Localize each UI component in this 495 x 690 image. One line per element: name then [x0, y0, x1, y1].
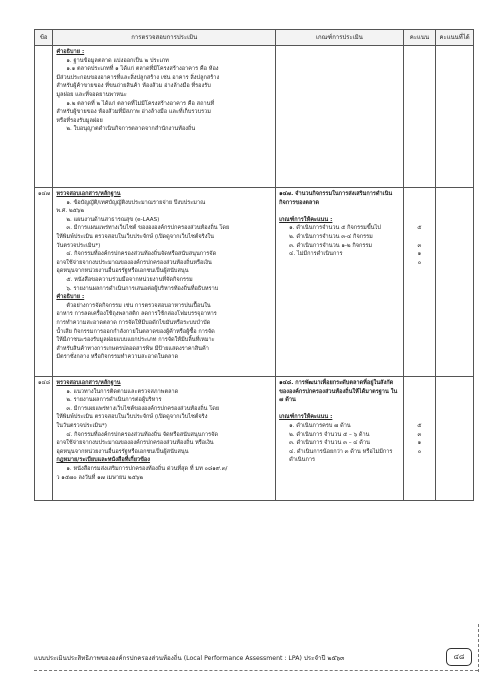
criteria-line: ๑. ดำเนินการครบ ๗ ด้าน — [289, 422, 351, 429]
item-line: ๑. แนวทางในการติดตามและตรวจสภาพตลาด — [66, 388, 179, 395]
item-line: ตัวอย่างการจัดกิจกรรม เช่น การตรวจสอบอาหารปนเปื้อนใน — [66, 302, 211, 309]
item-line: มีส่วนประกอบของอาคารที่และสิ่งปลูกสร้าง เช่น อาคาร สิ่งปลูกสร้าง — [56, 74, 220, 81]
item-line: ๓. มีการแผนแพร่ทางเว็บไซต์ ของององค์กรปกครองส่วนท้องถิ่น โดย — [66, 225, 230, 232]
item-line: อาหาร การลดเครื่องใช้ถุงพลาสติก ลดการใช้กล่องโฟมบรรจุอาหาร — [56, 311, 217, 318]
item-line: ให้พิมพ์ประเมิน ตรวจสอบในเว็บประจักษ์ (เปิดดูจากเว็บไซต์จริง — [56, 414, 208, 421]
row-score-got-cell — [436, 377, 474, 501]
row-item-cell — [53, 46, 276, 188]
criteria-line: ๔. ไม่มีการดำเนินการ — [289, 251, 343, 258]
row-criteria-cell — [276, 188, 404, 377]
page-edge-divider — [478, 624, 479, 672]
header-score: คะแนน — [403, 30, 435, 46]
row-criteria-cell — [276, 377, 404, 501]
criteria-line: ๓. ดำเนินการจำนวน ๑-๒ กิจกรรม — [289, 242, 373, 249]
item-line: การทำความสะอาดตลาด การจัดให้มีบอดักไขมันหรือระบบบำบัด — [56, 319, 211, 326]
score-value: ๐ — [417, 259, 422, 266]
score-value: ๐ — [417, 448, 422, 455]
item-line: ๑. ข้อบัญญัติ/เทศบัญญัติงบประมาณรายจ่าย ปีงบประมาณ — [66, 199, 206, 206]
item-line: ๕. หนังสือขอความร่วมมือจากหน่วยงานที่จัดกิจกรรม — [66, 276, 193, 283]
criteria-title: ๑๔๗. จำนวนกิจกรรมในการส่งเสริมการดำเนินกิจการของตลาด — [279, 191, 393, 206]
header-score-got: คะแนนที่ได้ — [436, 30, 474, 46]
item-line: ให้มีภาชนะรองรับมูลฝอยแบบแยกประเภท การจัดให้มีบลิ้นที่เหมาะ — [56, 337, 215, 344]
criteria-line: ๓. ดำเนินการ จำนวน ๓ – ๔ ด้าน — [289, 440, 370, 447]
header-item: การตรวจสอบการประเมิน — [53, 30, 276, 46]
row-number-cell: ๑๔๘ — [35, 377, 53, 501]
regulation-heading: กฎหมาย/ระเบียบและหนังสือที่เกี่ยวข้อง — [56, 457, 151, 464]
item-line: ๑.๑ ตลาดประเภทที่ ๑ ได้แก่ ตลาดที่มีโครงสร้างอาคาร คือ ห้อง — [66, 66, 219, 73]
item-line: ๑. ฐานข้อมูลตลาด แบ่งออกเป็น ๒ ประเภท — [66, 57, 169, 64]
item-line: ๔. กิจกรรมที่องค์กรปกครองส่วนท้องถิ่นจัดหรือสนับสนุนการจัด — [66, 251, 217, 258]
item-line: สำหรับสินค้าทางการเกษตรปลอดสารพิษ มีป้ายแสดงราคาสินค้า — [56, 345, 209, 352]
criteria-line: ๑. ดำเนินการจำนวน ๕ กิจกรรมขึ้นไป — [289, 225, 381, 232]
description-heading: คำอธิบาย : — [56, 49, 85, 55]
criteria-title: ๑๔๘. การพัฒนาเพื่อยกระดับตลาดที่อยู่ในสังกัดขององค์กรปกครองส่วนท้องถิ่นให้ได้มาตรฐาน ใน ๗ ด้าน — [279, 380, 398, 404]
item-line: มีตราชั่งกลาง หรือกิจกรรมทำความสะอาดในตลาด — [56, 354, 179, 361]
item-line: ๔. กิจกรรมที่องค์กรปกครองส่วนท้องถิ่น จัดหรือสนับสนุนการจัด — [66, 431, 218, 438]
score-value: ๑ — [417, 251, 422, 258]
item-line: ๒. รายงานผลการดำเนินการต่อผู้บริหาร — [66, 397, 162, 404]
table-row — [35, 188, 474, 377]
criteria-line: ๒. ดำเนินการจำนวน ๓-๔ กิจกรรม — [289, 233, 373, 240]
item-line: สำหรับผู้ขายของ ห้องส้วมที่มีสภาพ อ่างล้างมือ และที่เก็บรวบรวม — [56, 109, 211, 116]
item-line: ๒. แผนงานด้านสาธารณสุข (e-LAAS) — [66, 216, 160, 223]
item-line: ๖. รายงานผลการดำเนินการเสนอต่อผู้บริหารท้องถิ่นที่อธิบหราบ — [66, 285, 219, 292]
table-header-row — [35, 30, 474, 46]
item-line: ว ๑๕๗๐ ลงวันที่ ๑๗ เมษายน ๒๕๖๒ — [56, 474, 144, 481]
evidence-heading: หรวจสอบเอกสาร/หลักฐาน — [56, 191, 121, 197]
assessment-table — [34, 29, 474, 501]
criteria-line: ๒. ดำเนินการ จำนวน ๕ – ๖ ด้าน — [289, 431, 370, 438]
page-bottom-divider — [34, 670, 478, 671]
item-line: ๒. ใบอนุญาตดำเนินกิจการตลาดจากสำนักงานท้องถิ่น — [66, 126, 196, 133]
evidence-heading: หรวจสอบเอกสาร/หลักฐาน — [56, 380, 121, 386]
item-line: ในวันตรวจประเมิน*) — [56, 422, 107, 429]
item-line: ให้พิมพ์ประเมิน ตรวจสอบในเว็บประจักษ์ (เปิดดูจากเว็บไซต์จริงใน — [56, 233, 214, 240]
item-line: ๑.๒ ตลาดที่ ๒ ได้แก่ ตลาดที่ไม่มีโครงสร้างอาคาร คือ สถานที่ — [66, 100, 215, 107]
row-score-got-cell — [436, 188, 474, 377]
item-line: วันตรวจประเมิน*) — [56, 242, 101, 249]
item-line: น้ำเสีย กิจกรรมการออกกำลังกายในตลาดของผู้ค้าหรือผู้ซื้อ การจัด — [56, 328, 215, 335]
score-value: ๕ — [417, 422, 422, 429]
item-line: ๑. หนังสือกรมส่งเสริมการปกครองท้องถิ่น ด่วนที่สุด ที่ มท ๐๘๑๙.๓/ — [66, 465, 228, 472]
row-score-cell — [403, 377, 435, 501]
header-criteria: เกณฑ์การประเมิน — [276, 30, 404, 46]
item-line: มูลฝอย และที่จอดยานพาหนะ — [56, 91, 127, 98]
scoring-label: เกณฑ์การให้คะแนน : — [279, 414, 333, 421]
item-line: พ.ศ. ๒๕๖๒ — [56, 208, 85, 215]
table-row — [35, 46, 474, 188]
row-score-cell — [403, 46, 435, 188]
item-line: ๓. มีการเผยแพร่ทางเว็บไซต์ขององค์กรปกครองส่วนท้องถิ่น โดย — [66, 405, 220, 412]
score-value: ๓ — [417, 242, 422, 249]
row-number-cell — [35, 46, 53, 188]
score-value: ๓ — [417, 431, 422, 438]
header-no: ข้อ — [35, 30, 53, 46]
row-criteria-cell — [276, 46, 404, 188]
criteria-line: ๔. ดำเนินการน้อยกว่า ๓ ด้าน หรือไม่มีการดำเนินการ — [289, 448, 393, 464]
scoring-label: เกณฑ์การให้คะแนน : — [279, 216, 333, 223]
row-score-got-cell — [436, 46, 474, 188]
page-number: ๔๘ — [446, 648, 472, 666]
description-heading: คำอธิบาย : — [56, 294, 85, 301]
item-line: อาจใช้จ่ายจากงบประมาณขององค์กรปกครองส่วนท้องถิ่นหรือเงิน — [56, 259, 212, 266]
row-item-cell — [53, 188, 276, 377]
item-line: อุดหนุนจากหน่วยงานอื่นอรรัฐหรือเอกชนเป็นผู้สนับสนุน — [56, 448, 189, 455]
table-row — [35, 377, 474, 501]
footer-text: แบบประเมินประสิทธิภาพขององค์กรปกครองส่วนท้องถิ่น (Local Performance Assessment : LPA) ประจำปี ๒๕๖๓ — [34, 655, 345, 662]
item-line: หรือที่รองรับมูลฝอย — [56, 117, 103, 124]
item-line: สำหรับผู้ค้าขายของ ที่ขนถ่ายสินค้า ห้องส้วม อ่างล้างมือ ที่รองรับ — [56, 83, 211, 90]
row-number-cell: ๑๔๗ — [35, 188, 53, 377]
score-value: ๑ — [417, 440, 422, 447]
item-line: อุดหนุนจากหน่วยงานอื่นอรรัฐหรือเอกชนเป็นผู้สนับสนุน — [56, 268, 189, 275]
row-score-cell — [403, 188, 435, 377]
row-item-cell — [53, 377, 276, 501]
score-value: ๕ — [417, 225, 422, 232]
item-line: อาจใช้จ่ายจากงบประมาณขององค์กรปกครองส่วนท้องถิ่น หรือเงิน — [56, 440, 214, 447]
